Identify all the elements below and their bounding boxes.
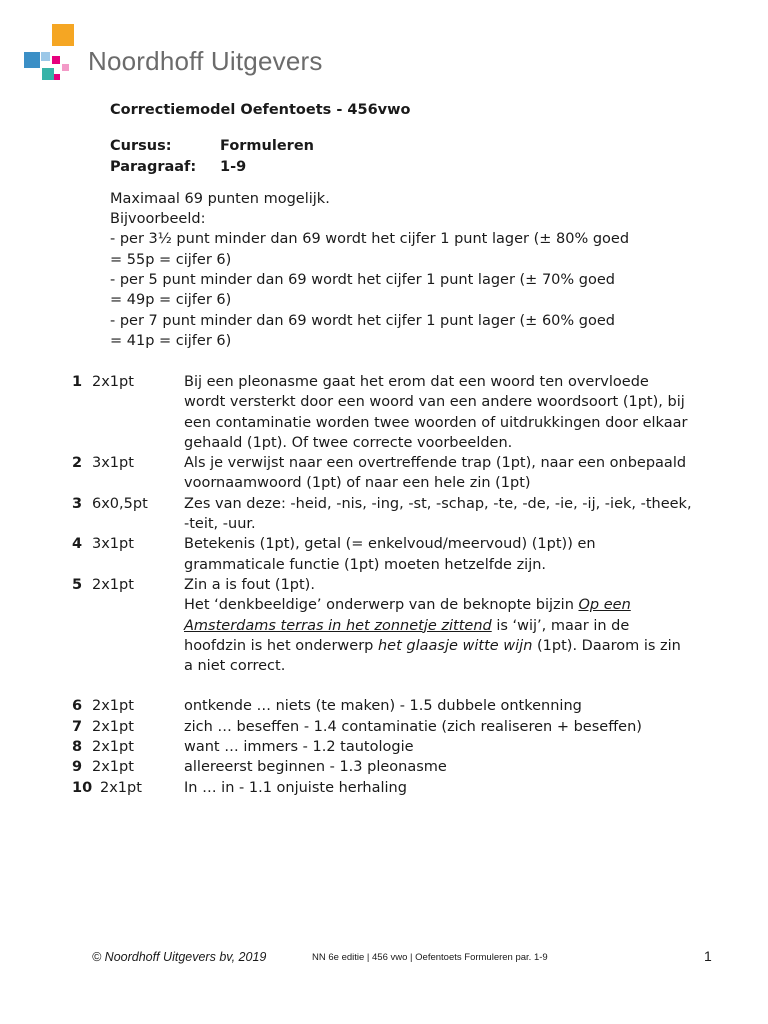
answer-points: 2x1pt — [92, 759, 134, 776]
answer-item — [72, 453, 692, 494]
intro-line: = 49p = cijfer 6) — [110, 292, 232, 309]
answer-number: 3 — [72, 495, 83, 512]
intro-line: Bijvoorbeeld: — [110, 211, 206, 228]
section-value: 1-9 — [220, 158, 247, 175]
logo-square-teal — [42, 68, 54, 80]
logo-square-blue — [24, 52, 40, 68]
answer-number: 5 — [72, 576, 83, 593]
answer-points: 2x1pt — [100, 779, 142, 796]
course-label: Cursus: — [110, 138, 172, 155]
answer-item — [72, 494, 692, 535]
logo-square-magenta-small — [54, 74, 60, 80]
answer-text — [184, 575, 692, 676]
intro-line: = 55p = cijfer 6) — [110, 251, 232, 268]
quoted-phrase: Op een Amsterdams terras in het zonnetje zittend — [184, 597, 631, 634]
course-value: Formuleren — [220, 138, 314, 155]
logo-square-magenta — [52, 56, 60, 64]
answer-points: 2x1pt — [92, 698, 134, 715]
answer-key — [72, 372, 692, 798]
logo-square-orange — [52, 24, 74, 46]
answer-text: Als je verwijst naar een overtreffende trap (1pt), naar een onbepaald voornaamwoord (1pt) of naar een hele zin (1pt) — [184, 455, 687, 492]
emphasis-phrase: het glaasje witte wijn — [377, 637, 533, 654]
answer-number: 4 — [72, 536, 83, 553]
answer-item — [72, 717, 692, 737]
answer-points: 6x0,5pt — [92, 495, 148, 512]
page-footer — [0, 948, 768, 968]
intro-line: = 41p = cijfer 6) — [110, 332, 232, 349]
answer-item — [72, 372, 692, 453]
answer-points: 2x1pt — [92, 374, 134, 390]
document-title: Correctiemodel Oefentoets - 456vwo — [110, 102, 411, 118]
answer-item — [72, 696, 692, 716]
answer-points: 2x1pt — [92, 718, 134, 735]
answer-text: zich … beseffen - 1.4 contaminatie (zich realiseren + beseffen) — [184, 718, 642, 735]
answer-points: 3x1pt — [92, 536, 134, 553]
answer-number: 1 — [72, 374, 83, 390]
scoring-intro — [110, 189, 690, 351]
answer-item — [72, 575, 692, 676]
answer-text: allereerst beginnen - 1.3 pleonasme — [184, 759, 447, 776]
course-meta — [110, 136, 690, 177]
answer-item — [72, 534, 692, 575]
logo-square-pink — [62, 64, 69, 71]
intro-line: - per 3½ punt minder dan 69 wordt het cijfer 1 punt lager (± 80% goed — [110, 231, 630, 248]
answer-item — [72, 757, 692, 777]
answer-segment: Het ‘denkbeeldige’ onderwerp van de beknopte bijzin — [184, 597, 579, 614]
answer-item — [72, 737, 692, 757]
answer-points: 3x1pt — [92, 455, 134, 472]
brand-name: Noordhoff Uitgevers — [88, 46, 323, 76]
answer-number: 10 — [72, 779, 93, 796]
answer-text: In … in - 1.1 onjuiste herhaling — [184, 779, 407, 796]
answer-text: Betekenis (1pt), getal (= enkelvoud/meervoud) (1pt)) en grammaticale functie (1pt) moeten hetzelfde zijn. — [184, 536, 596, 573]
logo-square-lightblue — [41, 52, 50, 61]
page-number: 1 — [704, 948, 712, 964]
answer-number: 6 — [72, 698, 83, 715]
document-header — [110, 100, 690, 351]
answer-points: 2x1pt — [92, 576, 134, 593]
intro-line: - per 5 punt minder dan 69 wordt het cijfer 1 punt lager (± 70% goed — [110, 272, 615, 289]
answer-text: want … immers - 1.2 tautologie — [184, 739, 414, 756]
answer-segment: is ‘wij’, maar in de hoofdzin is het onderwerp — [184, 617, 630, 654]
answer-number: 2 — [72, 455, 83, 472]
section-label: Paragraaf: — [110, 158, 197, 175]
copyright-text: © Noordhoff Uitgevers bv, 2019 — [92, 950, 267, 964]
answer-text: Bij een pleonasme gaat het erom dat een woord ten overvloede wordt versterkt door een woord van een andere woordsoort (1pt), bij een contaminatie worden twee woorden of uitdrukkingen door elkaar gehaald (1pt). Of twee correcte voorbeelden. — [184, 374, 688, 451]
answer-number: 7 — [72, 718, 83, 735]
answer-text: Zes van deze: -heid, -nis, -ing, -st, -schap, -te, -de, -ie, -ij, -iek, -theek, -teit, -uur. — [184, 495, 692, 533]
answer-line: Zin a is fout (1pt). — [184, 576, 315, 593]
answer-segment: (1pt). Daarom is zin a niet correct. — [184, 637, 681, 675]
answer-number: 9 — [72, 759, 83, 776]
answer-text: ontkende … niets (te maken) - 1.5 dubbele ontkenning — [184, 698, 582, 715]
edition-info: NN 6e editie | 456 vwo | Oefentoets Formuleren par. 1-9 — [312, 952, 548, 963]
answer-points: 2x1pt — [92, 739, 134, 756]
intro-line: - per 7 punt minder dan 69 wordt het cijfer 1 punt lager (± 60% goed — [110, 312, 615, 329]
intro-line: Maximaal 69 punten mogelijk. — [110, 190, 330, 207]
answer-number: 8 — [72, 739, 83, 756]
answer-item — [72, 778, 692, 798]
